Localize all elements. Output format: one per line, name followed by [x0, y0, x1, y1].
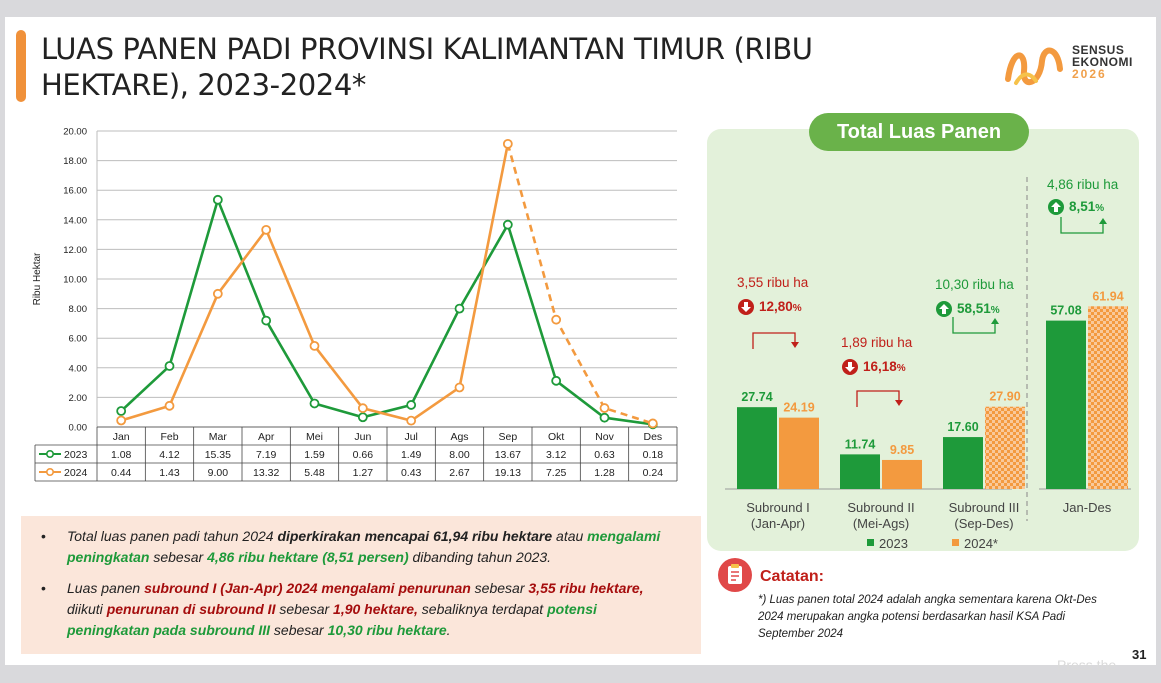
data-point-2024	[262, 226, 270, 234]
table-cell: 19.13	[494, 467, 521, 479]
data-point-2024	[117, 416, 125, 424]
series-line-2023	[121, 200, 653, 425]
data-point-2023	[504, 221, 512, 229]
table-cell: 1.28	[594, 467, 615, 479]
table-cell: 1.59	[304, 449, 325, 461]
bar-2024*-3	[1088, 306, 1128, 489]
table-cell: 0.18	[642, 449, 664, 461]
table-cell: 0.66	[352, 449, 374, 461]
x-tick-label: Jun	[354, 431, 372, 443]
table-cell: 1.27	[352, 467, 374, 479]
data-point-2024	[407, 417, 415, 425]
page-title: LUAS PANEN PADI PROVINSI KALIMANTAN TIMUR (RIBU HEKTARE), 2023-2024*	[41, 32, 813, 102]
legend-label-2024: 2024*	[964, 536, 998, 551]
bar-2024*-0	[779, 418, 819, 489]
percent-unit: %	[1095, 203, 1105, 214]
data-point-2024	[214, 290, 222, 298]
percent-unit: %	[792, 303, 802, 314]
bar-value-label: 9.85	[889, 442, 915, 457]
b1-text-1: Total luas panen padi tahun 2024	[67, 528, 278, 544]
series-line-2024	[121, 144, 508, 421]
b2-text-7: sebesar	[275, 601, 334, 617]
b1-text-4: mengalami peningkatan	[67, 528, 661, 565]
x-tick-label: Mar	[208, 431, 227, 443]
bar-value-label: 17.60	[947, 420, 979, 435]
legend-label-2023: 2023	[879, 536, 908, 551]
b2-text-13: .	[446, 622, 451, 638]
b1-text-2: diperkirakan mencapai 61,94 ribu hektare	[277, 528, 553, 544]
bar-value-label: 57.08	[1050, 303, 1082, 318]
summary-bullet-1	[67, 526, 701, 568]
x-tick-label: Mei	[306, 431, 323, 443]
trend-arrow-line	[857, 391, 899, 407]
b2-text-2: subround I (Jan-Apr) 2024 mengalami penurunan	[144, 580, 471, 596]
b2-text-6: penurunan di subround II	[106, 601, 276, 617]
b2-text-3: sebesar	[470, 580, 529, 596]
trend-arrow-head	[895, 400, 903, 406]
data-point-2024	[649, 419, 657, 427]
bar-value-label: 61.94	[1092, 289, 1124, 304]
data-point-2024	[166, 402, 174, 410]
subround-bar-chart	[707, 129, 1139, 551]
data-point-2023	[552, 377, 560, 385]
trend-arrow-line	[753, 333, 795, 349]
table-cell: 7.25	[545, 467, 567, 479]
y-axis-label: Ribu Hektar	[32, 252, 43, 306]
trend-arrow-line	[953, 317, 995, 333]
watermark: Press the	[1057, 657, 1117, 673]
category-label: (Jan-Apr)	[750, 516, 806, 531]
legend-marker-2023	[47, 451, 53, 457]
b2-text-8: 1,90 hektare,	[333, 601, 418, 617]
data-point-2023	[166, 362, 174, 370]
table-cell: 7.19	[255, 449, 277, 461]
change-percent-label: 12,80%	[759, 299, 802, 314]
change-percent-label: 16,18%	[863, 359, 906, 374]
legend-label-2023: 2023	[64, 449, 88, 461]
bar-value-label: 24.19	[783, 400, 815, 415]
table-cell: 1.49	[400, 449, 422, 461]
bar-value-label: 27.90	[989, 389, 1021, 404]
data-point-2023	[214, 196, 222, 204]
table-cell: 1.43	[159, 467, 180, 479]
logo-line3: 2026	[1072, 67, 1107, 81]
legend-label-2024: 2024	[64, 467, 88, 479]
change-amount-label: 10,30 ribu ha	[935, 277, 1014, 292]
y-tick-label: 0.00	[68, 422, 87, 434]
category-label: Subround III	[948, 500, 1020, 515]
x-tick-label: Nov	[595, 431, 614, 443]
data-point-2023	[359, 413, 367, 421]
data-point-2023	[601, 414, 609, 422]
x-tick-label: Des	[643, 431, 663, 443]
table-cell: 5.48	[304, 467, 325, 479]
data-point-2024	[456, 383, 464, 391]
change-percent-label: 8,51%	[1069, 199, 1105, 214]
y-tick-label: 12.00	[63, 244, 87, 256]
category-label: Jan-Des	[1062, 500, 1112, 515]
sensus-ekonomi-logo	[1002, 39, 1152, 89]
change-amount-label: 1,89 ribu ha	[841, 335, 913, 350]
b2-text-12: 10,30 ribu hektare	[327, 622, 447, 638]
y-tick-label: 18.00	[63, 156, 87, 168]
category-label: (Sep-Des)	[954, 516, 1014, 531]
table-cell: 0.44	[110, 467, 132, 479]
b1-text-6: 4,86 ribu hektare (8,51 persen)	[207, 549, 409, 565]
summary-bullet-2	[67, 578, 701, 641]
y-tick-label: 8.00	[68, 304, 87, 316]
trend-arrow-head	[791, 342, 799, 348]
x-tick-label: Jul	[404, 431, 418, 443]
percent-unit: %	[990, 305, 1000, 316]
percent-unit: %	[896, 363, 906, 374]
x-tick-label: Okt	[547, 431, 565, 443]
logo-line1: SENSUS	[1072, 43, 1125, 57]
data-point-2023	[262, 317, 270, 325]
data-point-2023	[311, 399, 319, 407]
monthly-harvest-line-chart	[25, 125, 685, 497]
y-tick-label: 20.00	[63, 126, 87, 138]
total-luas-panen-title: Total Luas Panen	[809, 113, 1029, 151]
b2-text-11: sebesar	[270, 622, 328, 638]
bar-2024*-2	[985, 407, 1025, 489]
table-cell: 13.67	[494, 449, 521, 461]
trend-arrow-line	[1061, 217, 1103, 233]
data-point-2024	[552, 316, 560, 324]
x-tick-label: Apr	[257, 431, 275, 443]
legend-swatch-2023	[867, 539, 874, 546]
bar-2024*-1	[882, 460, 922, 489]
b2-text-9: sebaliknya terdapat	[417, 601, 548, 617]
logo-swirl-icon	[1002, 39, 1072, 89]
y-tick-label: 4.00	[68, 363, 87, 375]
category-label: Subround I	[746, 500, 810, 515]
page-number: 31	[1132, 647, 1147, 662]
table-cell: 0.63	[594, 449, 615, 461]
bar-value-label: 11.74	[844, 437, 876, 452]
data-point-2023	[456, 305, 464, 313]
data-point-2024	[311, 342, 319, 350]
b2-text-4: 3,55 ribu hektare,	[528, 580, 644, 596]
b1-text-7: dibanding tahun 2023.	[408, 549, 552, 565]
series-dashed-line-2024	[508, 144, 653, 424]
x-tick-label: Ags	[450, 431, 469, 443]
data-point-2024	[504, 140, 512, 148]
change-amount-label: 4,86 ribu ha	[1047, 177, 1119, 192]
y-tick-label: 16.00	[63, 185, 87, 197]
category-label: Subround II	[847, 500, 915, 515]
y-tick-label: 6.00	[68, 333, 87, 345]
data-point-2023	[117, 407, 125, 415]
b1-text-3: atau	[552, 528, 588, 544]
catatan-title: Catatan:	[760, 568, 825, 585]
title-accent-bar	[16, 30, 26, 102]
data-point-2023	[407, 401, 415, 409]
slide	[5, 17, 1156, 673]
table-cell: 1.08	[110, 449, 132, 461]
table-cell: 2.67	[449, 467, 470, 479]
b1-text-5: sebesar	[149, 549, 208, 565]
table-cell: 8.00	[449, 449, 470, 461]
y-tick-label: 14.00	[63, 215, 87, 227]
table-cell: 3.12	[545, 449, 567, 461]
trend-arrow-head	[1099, 218, 1107, 224]
change-amount-label: 3,55 ribu ha	[737, 275, 809, 290]
b2-text-5: diikuti	[67, 601, 107, 617]
table-cell: 4.12	[159, 449, 180, 461]
y-tick-label: 10.00	[63, 274, 87, 286]
data-point-2024	[359, 404, 367, 412]
logo-line2: EKONOMI	[1072, 55, 1133, 69]
bar-value-label: 27.74	[741, 390, 773, 405]
bar-2023-3	[1046, 321, 1086, 489]
category-label: (Mei-Ags)	[852, 516, 910, 531]
table-cell: 9.00	[207, 467, 229, 479]
clipboard-icon	[718, 558, 752, 592]
bar-2023-2	[943, 437, 983, 489]
legend-swatch-2024	[952, 539, 959, 546]
table-cell: 15.35	[204, 449, 231, 461]
x-tick-label: Feb	[160, 431, 179, 443]
change-percent-label: 58,51%	[957, 301, 1000, 316]
x-tick-label: Jan	[112, 431, 130, 443]
b2-text-10: potensi peningkatan pada subround III	[67, 601, 597, 638]
table-cell: 0.24	[642, 467, 664, 479]
b2-text-1: Luas panen	[67, 580, 145, 596]
legend-marker-2024	[47, 469, 53, 475]
bar-2023-0	[737, 407, 777, 489]
summary-box	[21, 516, 701, 654]
y-tick-label: 2.00	[68, 392, 87, 404]
catatan-text: *) Luas panen total 2024 adalah angka sementara karena Okt-Des 2024 merupakan angka potensi berdasarkan hasil KSA Padi September 2024	[758, 594, 1097, 640]
bar-2023-1	[840, 454, 880, 489]
data-point-2024	[601, 404, 609, 412]
trend-arrow-head	[991, 318, 999, 324]
table-cell: 13.32	[253, 467, 280, 479]
table-cell: 0.43	[400, 467, 422, 479]
x-tick-label: Sep	[498, 431, 518, 443]
